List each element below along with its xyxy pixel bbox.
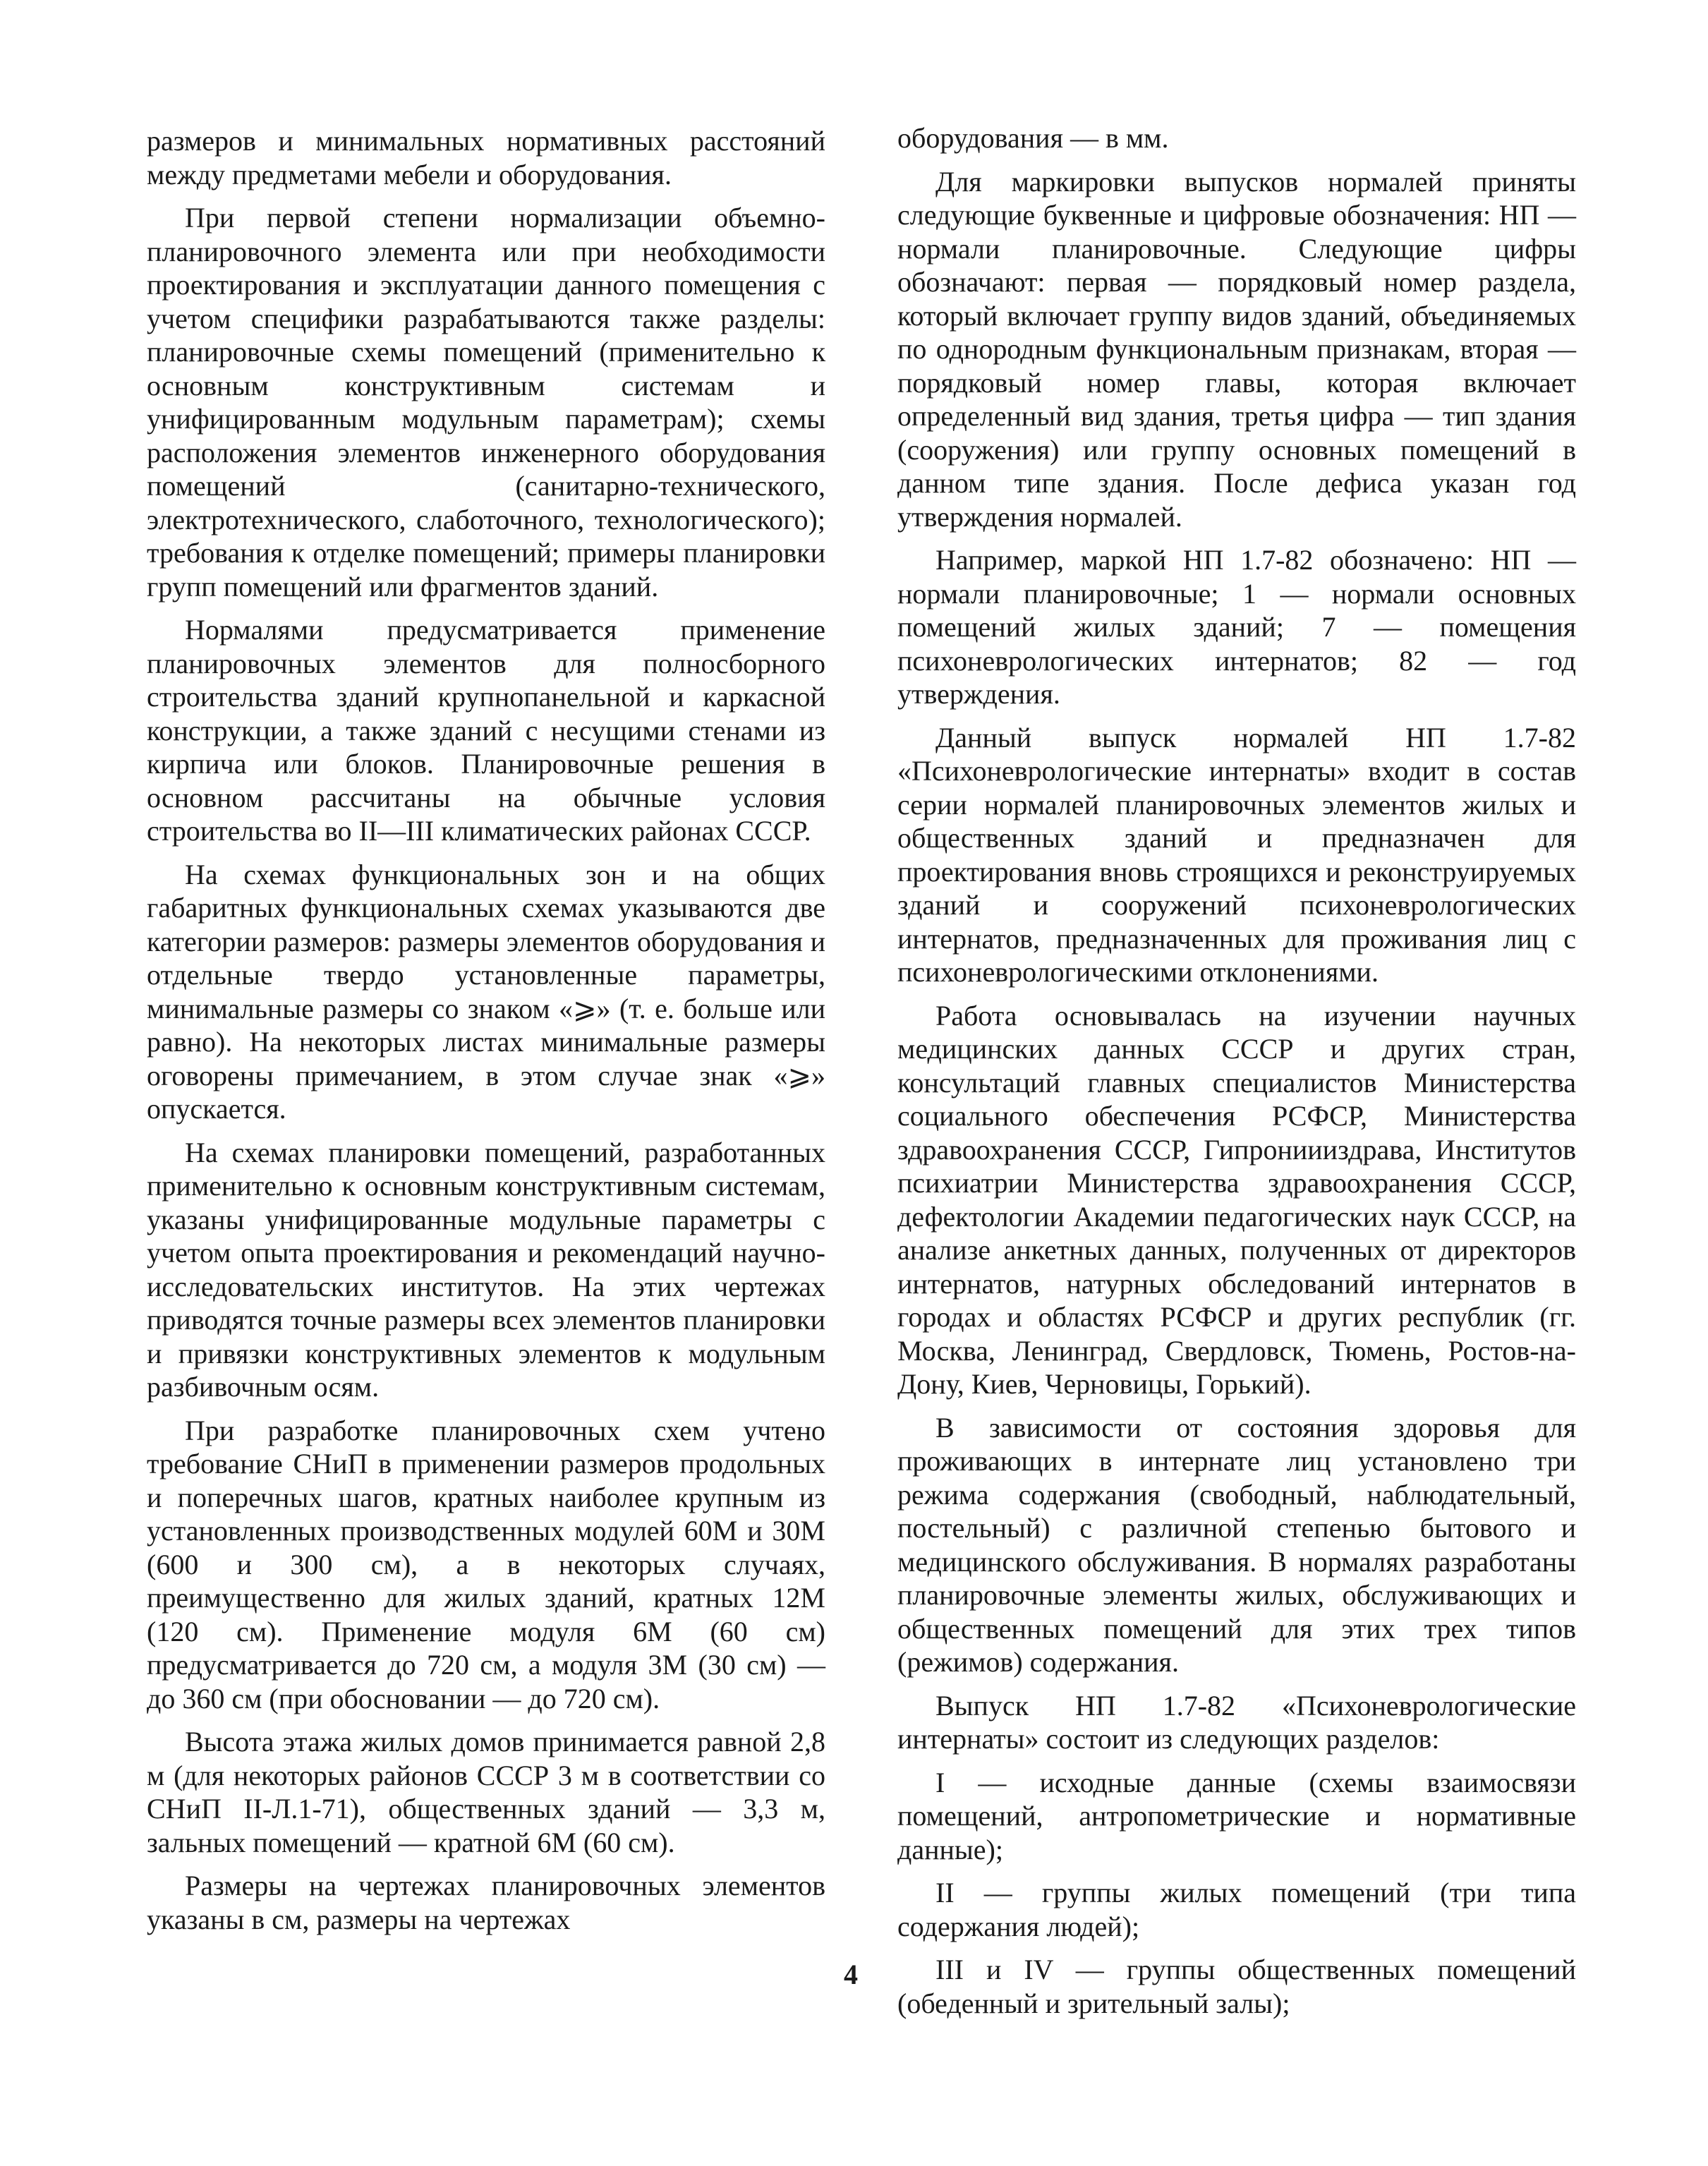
paragraph: оборудования — в мм. xyxy=(897,122,1169,154)
paragraph: Размеры на чертежах планировочных элементов указаны в см, размеры на чертежах xyxy=(147,1870,825,1935)
right-column xyxy=(897,121,1576,2030)
paragraph: На схемах планировки помещений, разработанных применительно к основным конструктивным системам, указаны унифицированные модульные параметры с учетом опыта проектирования и рекомендаций научно-исследовательских институтов. На этих чертежах приводятся точные размеры всех элементов планировки и привязки конструктивных элементов к модульным разбивочным осям. xyxy=(147,1136,825,1403)
paragraph: На схемах функциональных зон и на общих габаритных функциональных схемах указываются две категории размеров: размеры элементов оборудования и отдельные твердо установленные параметры, минимальные размеры со знаком «⩾» (т. е. больше или равно). На некоторых листах минимальные размеры оговорены примечанием, в этом случае знак «⩾» опускается. xyxy=(147,858,825,1125)
paragraph: При первой степени нормализации объемно-планировочного элемента или при необходимости проектирования и эксплуатации данного помещения с учетом специфики разрабатываются также разделы: планировочные схемы помещений (применительно к основным конструктивным системам и унифицированным модульным параметрам); схемы расположения элементов инженерного оборудования помещений (санитарно-технического, электротехнического, слаботочного, технологического); требования к отделке помещений; примеры планировки групп помещений или фрагментов зданий. xyxy=(147,202,825,603)
paragraph: Для маркировки выпусков нормалей приняты следующие буквенные и цифровые обозначения: НП — нормали планировочные. Следующие цифры обозначают: первая — порядковый номер раздела, который включает группу видов зданий, объединяемых по однородным функциональным признакам, вторая — порядковый номер главы, которая включает определенный вид здания, третья цифра — тип здания (сооружения) или группу основных помещений в данном типе здания. После дефиса указан год утверждения нормалей. xyxy=(897,165,1576,533)
paragraph: Выпуск НП 1.7-82 «Психоневрологические интернаты» состоит из следующих разделов: xyxy=(897,1689,1576,1755)
list-item: II — группы жилых помещений (три типа содержания людей); xyxy=(897,1877,1576,1942)
list-item: III и IV — группы общественных помещений (обеденный и зрительный залы); xyxy=(897,1954,1576,2019)
paragraph: Высота этажа жилых домов принимается равной 2,8 м (для некоторых районов СССР 3 м в соответствии со СНиП II-Л.1-71), общественных зданий — 3,3 м, зальных помещений — кратной 6М (60 см). xyxy=(147,1726,825,1858)
page-number: 4 xyxy=(844,1959,858,1990)
paragraph: размеров и минимальных нормативных расстояний между предметами мебели и оборудования. xyxy=(147,125,825,190)
paragraph: Данный выпуск нормалей НП 1.7-82 «Психоневрологические интернаты» входит в состав серии нормалей планировочных элементов жилых и общественных зданий и предназначен для проектирования вновь строящихся и реконструируемых зданий и сооружений психоневрологических интернатов, предназначенных для проживания лиц с психоневрологическими отклонениями. xyxy=(897,721,1576,988)
paragraph: Например, маркой НП 1.7-82 обозначено: НП — нормали планировочные; 1 — нормали основных помещений жилых зданий; 7 — помещения психоневрологических интернатов; 82 — год утверждения. xyxy=(897,544,1576,710)
paragraph: Нормалями предусматривается применение планировочных элементов для полносборного строительства зданий крупнопанельной и каркасной конструкции, а также зданий с несущими стенами из кирпича или блоков. Планировочные решения в основном рассчитаны на обычные условия строительства во II—III климатических районах СССР. xyxy=(147,614,825,847)
paragraph: При разработке планировочных схем учтено требование СНиП в применении размеров продольных и поперечных шагов, кратных наиболее крупным из установленных производственных модулей 60М и 30М (600 и 300 см), а в некоторых случаях, преимущественно для жилых зданий, кратных 12М (120 см). Применение модуля 6М (60 см) предусматривается до 720 см, а модуля 3М (30 см) — до 360 см (при обосновании — до 720 см). xyxy=(147,1414,825,1714)
left-column xyxy=(147,124,825,1946)
paragraph: Работа основывалась на изучении научных медицинских данных СССР и других стран, консультаций главных специалистов Министерства социального обеспечения РСФСР, Министерства здравоохранения СССР, Гипрониииздрава, Институтов психиатрии Министерства здравоохранения СССР, дефектологии Академии педагогических наук СССР, на анализе анкетных данных, полученных от директоров интернатов, натурных обследований интернатов в городах и областях РСФСР и других республик (гг. Москва, Ленинград, Свердловск, Тюмень, Ростов-на-Дону, Киев, Черновицы, Горький). xyxy=(897,999,1576,1400)
paragraph: В зависимости от состояния здоровья для проживающих в интернате лиц установлено три режима содержания (свободный, наблюдательный, постельный) с различной степенью бытового и медицинского обслуживания. В нормалях разработаны планировочные элементы жилых, обслуживающих и общественных помещений для этих трех типов (режимов) содержания. xyxy=(897,1411,1576,1678)
list-item: I — исходные данные (схемы взаимосвязи помещений, антропометрические и нормативные данные); xyxy=(897,1766,1576,1865)
